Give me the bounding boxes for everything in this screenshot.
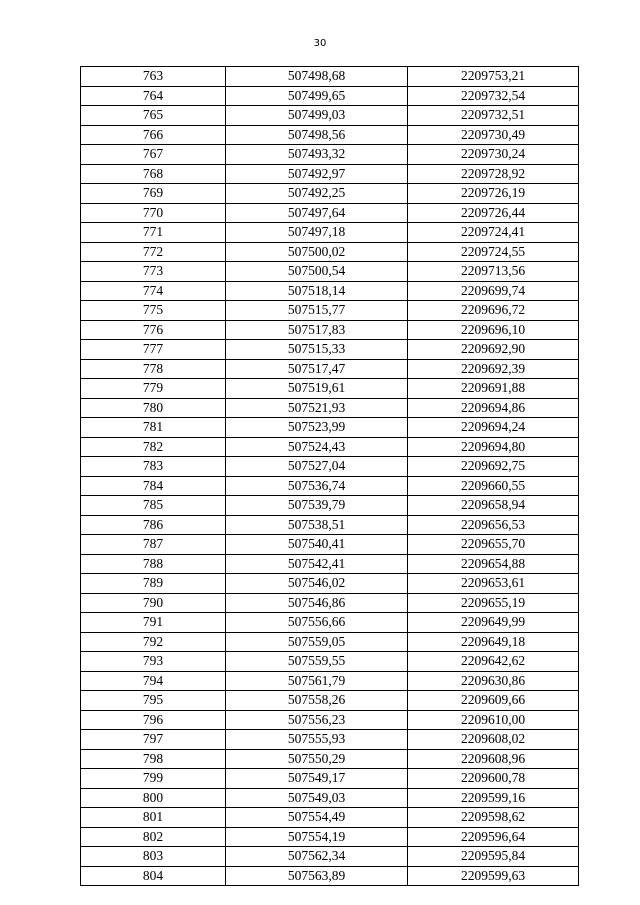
point-number-cell: 766 <box>81 125 226 145</box>
table-row <box>81 554 579 574</box>
point-number-cell: 775 <box>81 301 226 321</box>
x-coordinate-cell: 507563,89 <box>226 866 408 886</box>
point-number-cell: 791 <box>81 613 226 633</box>
table-row <box>81 769 579 789</box>
x-coordinate-cell: 507536,74 <box>226 476 408 496</box>
x-coordinate-cell: 507554,49 <box>226 808 408 828</box>
table-row <box>81 86 579 106</box>
y-coordinate-cell: 2209649,18 <box>408 632 579 652</box>
point-number-cell: 767 <box>81 145 226 165</box>
x-coordinate-cell: 507524,43 <box>226 437 408 457</box>
point-number-cell: 796 <box>81 710 226 730</box>
y-coordinate-cell: 2209599,16 <box>408 788 579 808</box>
y-coordinate-cell: 2209691,88 <box>408 379 579 399</box>
table-row <box>81 457 579 477</box>
point-number-cell: 804 <box>81 866 226 886</box>
point-number-cell: 764 <box>81 86 226 106</box>
y-coordinate-cell: 2209730,24 <box>408 145 579 165</box>
y-coordinate-cell: 2209630,86 <box>408 671 579 691</box>
point-number-cell: 790 <box>81 593 226 613</box>
table-row <box>81 301 579 321</box>
point-number-cell: 793 <box>81 652 226 672</box>
table-row <box>81 827 579 847</box>
x-coordinate-cell: 507527,04 <box>226 457 408 477</box>
point-number-cell: 787 <box>81 535 226 555</box>
table-row <box>81 437 579 457</box>
point-number-cell: 770 <box>81 203 226 223</box>
y-coordinate-cell: 2209649,99 <box>408 613 579 633</box>
point-number-cell: 778 <box>81 359 226 379</box>
x-coordinate-cell: 507515,33 <box>226 340 408 360</box>
x-coordinate-cell: 507546,02 <box>226 574 408 594</box>
x-coordinate-cell: 507562,34 <box>226 847 408 867</box>
table-row <box>81 320 579 340</box>
table-row <box>81 847 579 867</box>
y-coordinate-cell: 2209696,10 <box>408 320 579 340</box>
x-coordinate-cell: 507559,05 <box>226 632 408 652</box>
page-number: 30 <box>313 38 327 49</box>
x-coordinate-cell: 507542,41 <box>226 554 408 574</box>
table-row <box>81 515 579 535</box>
y-coordinate-cell: 2209655,70 <box>408 535 579 555</box>
y-coordinate-cell: 2209724,55 <box>408 242 579 262</box>
x-coordinate-cell: 507546,86 <box>226 593 408 613</box>
point-number-cell: 799 <box>81 769 226 789</box>
x-coordinate-cell: 507517,47 <box>226 359 408 379</box>
y-coordinate-cell: 2209753,21 <box>408 67 579 87</box>
x-coordinate-cell: 507554,19 <box>226 827 408 847</box>
point-number-cell: 784 <box>81 476 226 496</box>
y-coordinate-cell: 2209694,80 <box>408 437 579 457</box>
point-number-cell: 794 <box>81 671 226 691</box>
x-coordinate-cell: 507556,66 <box>226 613 408 633</box>
y-coordinate-cell: 2209694,24 <box>408 418 579 438</box>
table-row <box>81 652 579 672</box>
table-row <box>81 164 579 184</box>
y-coordinate-cell: 2209608,02 <box>408 730 579 750</box>
x-coordinate-cell: 507498,68 <box>226 67 408 87</box>
x-coordinate-cell: 507539,79 <box>226 496 408 516</box>
y-coordinate-cell: 2209696,72 <box>408 301 579 321</box>
point-number-cell: 802 <box>81 827 226 847</box>
table-row <box>81 359 579 379</box>
coordinates-table-body <box>81 67 579 886</box>
x-coordinate-cell: 507498,56 <box>226 125 408 145</box>
point-number-cell: 785 <box>81 496 226 516</box>
table-row <box>81 788 579 808</box>
table-row <box>81 730 579 750</box>
y-coordinate-cell: 2209694,86 <box>408 398 579 418</box>
table-row <box>81 125 579 145</box>
y-coordinate-cell: 2209608,96 <box>408 749 579 769</box>
y-coordinate-cell: 2209656,53 <box>408 515 579 535</box>
table-row <box>81 613 579 633</box>
y-coordinate-cell: 2209609,66 <box>408 691 579 711</box>
x-coordinate-cell: 507492,25 <box>226 184 408 204</box>
y-coordinate-cell: 2209730,49 <box>408 125 579 145</box>
point-number-cell: 777 <box>81 340 226 360</box>
x-coordinate-cell: 507559,55 <box>226 652 408 672</box>
table-row <box>81 866 579 886</box>
x-coordinate-cell: 507549,03 <box>226 788 408 808</box>
y-coordinate-cell: 2209642,62 <box>408 652 579 672</box>
x-coordinate-cell: 507561,79 <box>226 671 408 691</box>
table-row <box>81 262 579 282</box>
table-row <box>81 476 579 496</box>
table-row <box>81 418 579 438</box>
x-coordinate-cell: 507550,29 <box>226 749 408 769</box>
x-coordinate-cell: 507515,77 <box>226 301 408 321</box>
x-coordinate-cell: 507497,64 <box>226 203 408 223</box>
table-row <box>81 398 579 418</box>
y-coordinate-cell: 2209728,92 <box>408 164 579 184</box>
x-coordinate-cell: 507540,41 <box>226 535 408 555</box>
point-number-cell: 788 <box>81 554 226 574</box>
point-number-cell: 789 <box>81 574 226 594</box>
point-number-cell: 797 <box>81 730 226 750</box>
point-number-cell: 786 <box>81 515 226 535</box>
table-row <box>81 106 579 126</box>
point-number-cell: 779 <box>81 379 226 399</box>
x-coordinate-cell: 507497,18 <box>226 223 408 243</box>
table-row <box>81 691 579 711</box>
point-number-cell: 773 <box>81 262 226 282</box>
table-row <box>81 535 579 555</box>
y-coordinate-cell: 2209660,55 <box>408 476 579 496</box>
y-coordinate-cell: 2209598,62 <box>408 808 579 828</box>
x-coordinate-cell: 507556,23 <box>226 710 408 730</box>
x-coordinate-cell: 507500,02 <box>226 242 408 262</box>
y-coordinate-cell: 2209658,94 <box>408 496 579 516</box>
x-coordinate-cell: 507549,17 <box>226 769 408 789</box>
table-row <box>81 203 579 223</box>
x-coordinate-cell: 507523,99 <box>226 418 408 438</box>
y-coordinate-cell: 2209726,19 <box>408 184 579 204</box>
x-coordinate-cell: 507517,83 <box>226 320 408 340</box>
point-number-cell: 800 <box>81 788 226 808</box>
y-coordinate-cell: 2209655,19 <box>408 593 579 613</box>
y-coordinate-cell: 2209600,78 <box>408 769 579 789</box>
point-number-cell: 765 <box>81 106 226 126</box>
y-coordinate-cell: 2209699,74 <box>408 281 579 301</box>
x-coordinate-cell: 507558,26 <box>226 691 408 711</box>
point-number-cell: 769 <box>81 184 226 204</box>
y-coordinate-cell: 2209610,00 <box>408 710 579 730</box>
y-coordinate-cell: 2209724,41 <box>408 223 579 243</box>
point-number-cell: 801 <box>81 808 226 828</box>
table-row <box>81 184 579 204</box>
x-coordinate-cell: 507499,65 <box>226 86 408 106</box>
point-number-cell: 771 <box>81 223 226 243</box>
table-row <box>81 632 579 652</box>
y-coordinate-cell: 2209692,39 <box>408 359 579 379</box>
point-number-cell: 783 <box>81 457 226 477</box>
table-row <box>81 223 579 243</box>
point-number-cell: 768 <box>81 164 226 184</box>
table-row <box>81 145 579 165</box>
table-row <box>81 379 579 399</box>
table-row <box>81 67 579 87</box>
table-row <box>81 242 579 262</box>
y-coordinate-cell: 2209692,90 <box>408 340 579 360</box>
x-coordinate-cell: 507521,93 <box>226 398 408 418</box>
point-number-cell: 780 <box>81 398 226 418</box>
y-coordinate-cell: 2209732,51 <box>408 106 579 126</box>
y-coordinate-cell: 2209653,61 <box>408 574 579 594</box>
table-row <box>81 710 579 730</box>
x-coordinate-cell: 507518,14 <box>226 281 408 301</box>
table-row <box>81 749 579 769</box>
table-row <box>81 574 579 594</box>
table-row <box>81 671 579 691</box>
point-number-cell: 776 <box>81 320 226 340</box>
table-row <box>81 808 579 828</box>
coordinates-table <box>80 66 579 886</box>
x-coordinate-cell: 507493,32 <box>226 145 408 165</box>
point-number-cell: 798 <box>81 749 226 769</box>
x-coordinate-cell: 507499,03 <box>226 106 408 126</box>
y-coordinate-cell: 2209692,75 <box>408 457 579 477</box>
x-coordinate-cell: 507500,54 <box>226 262 408 282</box>
point-number-cell: 803 <box>81 847 226 867</box>
table-row <box>81 593 579 613</box>
point-number-cell: 772 <box>81 242 226 262</box>
x-coordinate-cell: 507519,61 <box>226 379 408 399</box>
y-coordinate-cell: 2209596,64 <box>408 827 579 847</box>
x-coordinate-cell: 507492,97 <box>226 164 408 184</box>
y-coordinate-cell: 2209595,84 <box>408 847 579 867</box>
point-number-cell: 782 <box>81 437 226 457</box>
y-coordinate-cell: 2209726,44 <box>408 203 579 223</box>
table-row <box>81 496 579 516</box>
point-number-cell: 795 <box>81 691 226 711</box>
point-number-cell: 763 <box>81 67 226 87</box>
table-row <box>81 340 579 360</box>
y-coordinate-cell: 2209732,54 <box>408 86 579 106</box>
x-coordinate-cell: 507538,51 <box>226 515 408 535</box>
point-number-cell: 792 <box>81 632 226 652</box>
y-coordinate-cell: 2209599,63 <box>408 866 579 886</box>
x-coordinate-cell: 507555,93 <box>226 730 408 750</box>
point-number-cell: 781 <box>81 418 226 438</box>
y-coordinate-cell: 2209654,88 <box>408 554 579 574</box>
point-number-cell: 774 <box>81 281 226 301</box>
y-coordinate-cell: 2209713,56 <box>408 262 579 282</box>
table-row <box>81 281 579 301</box>
